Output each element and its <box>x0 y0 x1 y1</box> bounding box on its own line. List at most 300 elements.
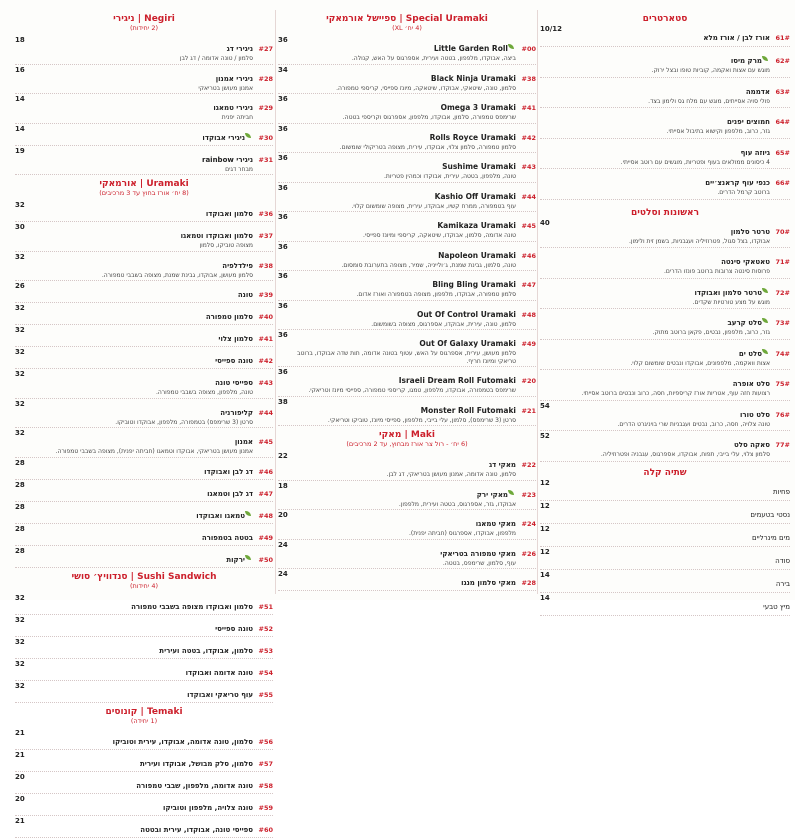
item-name: ספייסי טונה, אבוקדו, עירית ובטטה <box>140 825 253 834</box>
item-description: עוף, סלמון, שרימפס, בטטה. <box>442 559 516 567</box>
item-price: 36 <box>278 272 288 280</box>
item-number: #22 <box>521 461 536 469</box>
item-number: #00 <box>521 45 536 53</box>
item-description: אבוקדו, גזר, אספרגוס, בטטה ועירית, מלפפון. <box>398 500 516 508</box>
menu-item <box>540 139 790 170</box>
menu-item <box>15 615 273 637</box>
item-number: 76# <box>775 410 790 419</box>
item-name: Bling Bling Uramaki <box>432 280 516 289</box>
menu-item <box>15 480 273 502</box>
item-description: סלמון, טונה, שיטאקי, אבוקדו, שיטאקה, מיונז ספייסי, קריספי טמפורה. <box>336 84 516 92</box>
menu-item-line <box>540 402 790 421</box>
item-description: שרימפס בטמפורה, אבוקדו, מלפפון, טמגו, קריספי טמפורה, ספייסי מיונז וטריאקי. <box>308 387 516 394</box>
menu-item <box>540 248 790 279</box>
item-price: 14 <box>540 570 550 579</box>
menu-item-line <box>278 570 536 589</box>
item-price: 14 <box>15 95 25 103</box>
item-price: 36 <box>278 154 288 162</box>
item-number: #53 <box>258 646 273 655</box>
item-price: 32 <box>15 326 25 334</box>
item-name: סלמון, טונה אדומה, אבוקדו, עירית וטוביקו <box>112 737 253 746</box>
menu-item <box>540 169 790 200</box>
item-name: גיוזה עוף <box>740 148 770 157</box>
menu-item-line <box>15 253 273 272</box>
vegan-leaf-icon <box>508 44 514 49</box>
menu-item-line <box>540 548 790 567</box>
item-description: מוגש עם אצות ואקמה, קוביות טופו ובצל ירוק. <box>651 67 770 74</box>
item-name: טאטאקי סינטה <box>721 258 770 266</box>
item-price: 32 <box>15 637 25 646</box>
item-description: גזר, כרוב, מלפפון וקישוא בתיבול אסייתי. <box>666 128 770 135</box>
starters-list <box>540 24 790 200</box>
item-number: #50 <box>258 555 273 564</box>
item-price: 28 <box>15 546 25 555</box>
item-name: Omega 3 Uramaki <box>440 103 516 112</box>
menu-item-line <box>15 773 273 792</box>
menu-item-line <box>540 219 790 238</box>
item-price: 28 <box>15 524 25 533</box>
item-name: פילדלפיה <box>222 261 253 270</box>
menu-item-line <box>540 310 790 329</box>
item-name: Kamikaza Uramaki <box>437 221 516 230</box>
menu-item-line <box>278 95 536 114</box>
item-price: 36 <box>278 183 288 192</box>
item-price: 32 <box>15 593 25 602</box>
item-number: #44 <box>521 192 536 201</box>
menu-item <box>15 772 273 794</box>
item-description: חביתה יפנית <box>221 114 253 121</box>
menu-item-line <box>278 398 536 417</box>
column-divider <box>275 10 276 594</box>
menu-item <box>278 397 536 427</box>
menu-item-line <box>15 682 273 701</box>
menu-item-line <box>278 511 536 530</box>
item-description: שרימפס טמפורה, סלמון, אבוקדו, מלפפון, אספרגוס וקריספי בטטה. <box>342 114 516 121</box>
item-number: #21 <box>521 406 536 415</box>
menu-item-line <box>540 571 790 590</box>
item-price: 12 <box>540 501 550 510</box>
item-price: 28 <box>15 480 25 489</box>
item-number: #39 <box>258 291 273 299</box>
item-description: סרטן (3 שרימפס) בטמפורה, מלפפון, אבוקדו וטוביקו. <box>115 418 253 426</box>
item-name: טונה <box>237 291 253 299</box>
menu-item <box>15 816 273 838</box>
item-number: 64# <box>775 118 790 126</box>
item-description: סלמון, טונה אדומה, אמנון מעושן בטריאקי, דג לבן. <box>386 471 516 478</box>
column-middle <box>278 8 536 596</box>
special-uramaki-title: Special Uramaki | ספיישל אורמאקי <box>326 14 488 24</box>
item-number: #48 <box>521 310 536 319</box>
item-name: חמוצים יפנים <box>727 118 770 126</box>
menu-item-line <box>540 280 790 299</box>
vegan-leaf-icon <box>508 490 514 495</box>
item-name: טונה ספייסי <box>215 624 253 633</box>
menu-item <box>540 593 790 616</box>
item-description: סלמון מעושן, אבוקדו, גבינת שמנת, מצופה בשבבי טמפורה. <box>101 271 253 279</box>
item-price: 26 <box>15 282 25 290</box>
item-price: 21 <box>15 728 25 737</box>
menu-item <box>15 546 273 568</box>
item-name: בטטה בטמפורה <box>201 533 253 542</box>
menu-item-line <box>15 751 273 770</box>
menu-item-line <box>278 302 536 321</box>
item-price: 32 <box>15 659 25 668</box>
maki-list <box>278 451 536 591</box>
vegan-leaf-icon <box>245 133 251 138</box>
menu-item-line <box>15 304 273 323</box>
vegan-leaf-icon <box>762 318 768 323</box>
item-description: סלמון טמפורה, אבוקדו, מלפפון, מצופה בטמפורה ואורז אדום. <box>356 291 516 298</box>
menu-item-line <box>278 541 536 560</box>
item-price: 36 <box>278 95 288 103</box>
item-number: 77# <box>775 441 790 449</box>
item-name: טונה אדומה, מלפפון, שבבי טמפורה <box>136 781 253 790</box>
item-price: 32 <box>15 399 25 408</box>
item-number: #41 <box>258 335 273 343</box>
menu-item <box>15 124 273 146</box>
item-name: אדממה <box>745 87 770 96</box>
item-number: #47 <box>521 281 536 289</box>
menu-item <box>540 78 790 109</box>
item-price: 54 <box>540 401 550 410</box>
item-description: רצועות חזה עוף, אטריות אורז קריספיות, חסה, כרוב ונבטים ברוטב אסייתי. <box>581 390 770 397</box>
item-name: מאקי טמפורה בטריאקי <box>440 549 516 558</box>
menu-item <box>15 502 273 524</box>
item-price: 18 <box>15 36 25 44</box>
menu-item-line <box>15 400 273 419</box>
temaki-subtitle: (1 יחידה) <box>130 716 158 725</box>
item-number: 75# <box>775 380 790 388</box>
menu-item-line <box>278 66 536 85</box>
item-name: ניגירי דג <box>226 45 253 53</box>
menu-item-line <box>278 184 536 203</box>
item-description: אמנון מעושן בטריאקי <box>198 84 253 92</box>
menu-item <box>540 47 790 78</box>
item-name: סלמון ואבוקדו <box>205 210 253 218</box>
menu-item-line <box>540 140 790 159</box>
item-price: 21 <box>15 816 25 825</box>
item-number: 71# <box>775 258 790 266</box>
menu-item-line <box>15 481 273 500</box>
menu-item <box>540 478 790 501</box>
menu-item <box>15 65 273 95</box>
uramaki-subtitle: (8 יח׳ אורז בחוץ עד 3 מרכיבים) <box>99 189 189 197</box>
item-name: Black Ninja Uramaki <box>430 73 516 83</box>
item-number: #51 <box>258 602 273 611</box>
item-description: אמנון מעושן בטריאקי, אבוקדו וטמאגו (חביתה יפנית), מצופה בשבבי טמפורה. <box>55 448 253 455</box>
item-name: מאקי סלמון מנגו <box>461 579 516 587</box>
menu-item-line <box>15 616 273 635</box>
menu-item <box>278 540 536 570</box>
item-price: 36 <box>278 124 288 133</box>
item-name: קליפורניה <box>220 408 253 417</box>
menu-item-line <box>278 368 536 387</box>
item-description: טונה צלויה, חסה, כרוב, נבטים ועגבניות שרי בויניגרט הדרים. <box>617 420 770 428</box>
item-price: 38 <box>278 397 288 406</box>
item-name: פחיות <box>772 487 790 496</box>
item-name: מיץ טבעי <box>763 602 790 611</box>
item-name: כנפי עוף קראנצ׳יים <box>705 179 770 187</box>
item-description: סלמון מעושן, עירית, אספרגוס על האש, עטוף בטונה אדומה, תות שדה אבוקדו, ברוטב טריאקי ומיונז חריף. <box>296 350 516 365</box>
item-number: #29 <box>258 104 273 112</box>
item-description: טונה, מלפפון, בטטה, עירית, אבוקדו וכמהין פטריות. <box>383 173 516 180</box>
menu-item <box>278 330 536 367</box>
menu-item <box>278 569 536 591</box>
item-name: ניגירי אבוקדו <box>202 133 245 142</box>
menu-item-line <box>15 638 273 657</box>
item-description: אבוקדו, בצל סגול, פטרוזיליה ועגבניות, בשמן זית ולימון. <box>628 237 770 245</box>
item-number: #52 <box>258 624 273 633</box>
vegan-leaf-icon <box>762 349 768 354</box>
item-name: טרטר סלמון ואבוקדו <box>694 288 762 297</box>
menu-item <box>278 301 536 331</box>
item-name: טמאגו ואבוקדו <box>196 511 245 520</box>
menu-item-line <box>540 109 790 128</box>
menu-item <box>278 271 536 301</box>
item-price: 32 <box>15 370 25 378</box>
item-price: 21 <box>15 750 25 759</box>
item-price: 18 <box>278 481 288 490</box>
item-description: פולי סויה אסייתים, מוגש עם מלח גס ולימון בצד. <box>648 97 770 105</box>
item-name: ספייסי טונה <box>215 379 253 387</box>
item-number: #24 <box>521 520 536 528</box>
item-number: 74# <box>775 349 790 358</box>
item-description: ביצה, אבוקדו, מלפפון, בטטה ועירית, אספרגוס על האש, קנולה. <box>351 55 516 62</box>
item-price: 30 <box>15 223 25 231</box>
item-price: 40 <box>540 218 550 227</box>
item-price: 32 <box>15 252 25 261</box>
menu-item <box>540 24 790 47</box>
item-price: 10/12 <box>540 25 563 33</box>
menu-item <box>15 794 273 816</box>
item-name: סלמון טמפורה <box>205 313 253 321</box>
item-name: דג לבן וטמאגו <box>207 489 253 498</box>
item-price: 20 <box>278 511 288 519</box>
menu-item <box>540 279 790 310</box>
item-name: סלמון, אבוקדו, בטטה ועירית <box>159 646 253 655</box>
item-name: מאקי טמאגו <box>475 520 516 528</box>
menu-item <box>540 524 790 547</box>
salads-title: ראשונות וסלטים <box>630 207 699 218</box>
item-name: מים מינרליים <box>751 533 790 542</box>
item-number: #31 <box>258 155 273 164</box>
item-description: מצופה טוביקו, סלמון <box>199 242 253 249</box>
item-price: 32 <box>15 304 25 312</box>
starters-title: סטארטרים <box>642 14 688 24</box>
menu-item-line <box>15 817 273 836</box>
item-number: 73# <box>775 319 790 327</box>
item-number: #43 <box>258 379 273 387</box>
drinks-list <box>540 478 790 616</box>
menu-item <box>15 252 273 282</box>
item-name: סלט טורו <box>740 410 770 419</box>
menu-item <box>15 325 273 347</box>
item-name: מאקי דג <box>488 461 516 469</box>
menu-item-line <box>540 479 790 498</box>
menu-item <box>15 222 273 252</box>
menu-item <box>15 659 273 681</box>
item-description: טונה, מלפפון, מצופה בשבבי טמפורה. <box>155 389 253 396</box>
menu-item-line <box>540 170 790 189</box>
item-name: Napoleon Uramaki <box>438 250 516 260</box>
item-description: סלמון טמפורה, סלמון צלוי, אבוקדו, עירית, מצופה בטריקולי שומשום. <box>339 143 516 151</box>
item-price: 52 <box>540 432 550 440</box>
item-name: ניגירי rainbow <box>202 155 253 164</box>
item-price: 28 <box>15 458 25 467</box>
item-number: #37 <box>258 232 273 240</box>
item-price: 32 <box>15 615 25 624</box>
item-number: #20 <box>521 377 536 385</box>
item-number: #56 <box>258 737 273 746</box>
item-price: 36 <box>278 36 288 44</box>
menu-item <box>278 35 536 65</box>
menu-item-line <box>278 125 536 144</box>
item-description: ברוטב קרמל הדרים. <box>717 189 770 196</box>
menu-item <box>15 593 273 615</box>
menu-item <box>278 65 536 95</box>
item-name: Rolls Royce Uramaki <box>429 132 516 142</box>
menu-item-line <box>278 452 536 471</box>
menu-item-line <box>278 213 536 232</box>
menu-item <box>15 281 273 303</box>
item-description: טונה, סלמון, גבינת שמנת, ג׳ולייניה, שמיר, מצופה בתערובת סומסום. <box>341 261 516 269</box>
menu-item <box>15 428 273 458</box>
menu-item <box>540 340 790 371</box>
item-number: #38 <box>521 74 536 83</box>
menu-item <box>15 681 273 703</box>
menu-item <box>540 218 790 249</box>
item-number: #45 <box>258 438 273 446</box>
menu-item <box>540 370 790 401</box>
maki-title: Maki | מאקי <box>378 430 435 440</box>
item-description: עוף בטמפורה, ממרח קשיו, אבוקדו, עירית, מצופה שומשום קלוי. <box>351 202 516 210</box>
item-number: #40 <box>258 313 273 321</box>
item-number: #41 <box>521 104 536 112</box>
item-number: #49 <box>258 533 273 542</box>
menu-item-line <box>15 459 273 478</box>
negiri-subtitle: (2 יחידות) <box>129 24 159 32</box>
item-name: עוף טריאקי ואבוקדו <box>187 690 253 699</box>
negiri-list <box>15 35 273 175</box>
menu-item-line <box>15 525 273 544</box>
menu-item-line <box>15 429 273 448</box>
temaki-list <box>15 728 273 838</box>
item-number: #38 <box>258 261 273 270</box>
item-name: Israeli Dream Roll Futomaki <box>398 376 516 385</box>
menu-item <box>15 524 273 546</box>
menu-item <box>15 303 273 325</box>
menu-item <box>540 431 790 462</box>
vegan-leaf-icon <box>762 56 768 61</box>
item-number: 61# <box>775 34 790 42</box>
item-name: סלמון, סלק מבושל, אבוקדו ועירית <box>140 759 253 768</box>
sushi-sandwich-subtitle: (4 יחידות) <box>129 581 159 590</box>
item-number: #46 <box>521 251 536 260</box>
item-name: סלמון ואבוקדו וטמאגו <box>180 232 253 240</box>
negiri-title: Negiri | ניגירי <box>113 14 175 24</box>
menu-item-line <box>540 48 790 67</box>
item-price: 32 <box>15 681 25 690</box>
menu-item <box>15 94 273 124</box>
special-uramaki-list <box>278 35 536 426</box>
item-description: גזר, כרוב, מלפפון, נבטים, פקאן ברוטב מתוק. <box>652 329 770 336</box>
item-price: 32 <box>15 201 25 209</box>
menu-item-line <box>540 594 790 613</box>
item-number: #55 <box>258 690 273 699</box>
menu-item <box>540 309 790 340</box>
item-number: #48 <box>258 511 273 520</box>
item-description: פרוסות סינטה צרובות ברוטב פונזו הדרים. <box>663 268 770 275</box>
item-price: 19 <box>15 146 25 155</box>
item-name: דג לבן ואבוקדו <box>204 467 253 476</box>
item-number: 66# <box>775 179 790 187</box>
item-price: 12 <box>540 478 550 487</box>
item-price: 20 <box>15 772 25 781</box>
item-name: Monster Roll Futomaki <box>420 405 516 415</box>
uramaki-list <box>15 200 273 568</box>
item-price: 36 <box>278 331 288 339</box>
menu-item <box>278 94 536 124</box>
menu-item <box>15 728 273 750</box>
item-name: אורז לבן / אורז מלא <box>703 34 770 42</box>
menu-item <box>278 367 536 397</box>
menu-item-line <box>15 547 273 566</box>
sushi-sandwich-list <box>15 593 273 703</box>
menu-item-line <box>15 503 273 522</box>
item-description: טונה אדומה, סלמון, אבוקדו, שיטאקה, קריספי ומיונז ספייסי. <box>363 232 516 239</box>
item-price: 22 <box>278 452 288 460</box>
item-description: 4 כיסונים ממולאים בעוף ופטריות, מוגשים עם רוטב אסייתי. <box>620 158 770 166</box>
column-right <box>540 8 790 611</box>
temaki-title: Temaki | קונוסים <box>105 706 183 717</box>
item-number: #28 <box>521 579 536 587</box>
item-description: אצות וואקמה, מלפפונים, אבוקדו ונבטים שומשום קלוי. <box>630 359 770 367</box>
item-number: #45 <box>521 222 536 230</box>
menu-item-line <box>15 348 273 367</box>
item-name: סלמון ואבוקדו מצופה בשבבי טמפורה <box>131 602 253 611</box>
menu-item-line <box>278 331 536 350</box>
item-name: Out Of Control Uramaki <box>416 309 516 319</box>
item-number: #54 <box>258 668 273 677</box>
menu-item-line <box>15 795 273 814</box>
item-number: #27 <box>258 45 273 53</box>
item-name: אמנון <box>234 438 253 446</box>
menu-item-line <box>15 729 273 748</box>
item-number: 65# <box>775 148 790 157</box>
sushi-sandwich-title: Sushi Sandwich | סנדוויץ׳ סושי <box>71 571 217 582</box>
item-number: #28 <box>258 74 273 83</box>
menu-item <box>278 510 536 540</box>
menu-item <box>15 369 273 399</box>
item-number: #57 <box>258 759 273 768</box>
vegan-leaf-icon <box>245 511 251 516</box>
item-name: Sushime Uramaki <box>442 162 516 171</box>
item-name: ירקות <box>226 555 245 564</box>
item-description: סרטן (3 שרימפס), סלמון, עלי בייבי, מלפפון, ספייסי מיונז, טוביקו וטריאקי. <box>327 416 516 424</box>
item-name: מרק מיסו <box>730 57 762 65</box>
item-price: 34 <box>278 65 288 74</box>
item-number: 63# <box>775 87 790 96</box>
menu-item <box>540 108 790 139</box>
item-description: סלמון, טונה, עירית, אבוקדו, אספרגוס, מצופה בשומשום. <box>371 320 516 328</box>
item-name: טונה ספייסי <box>215 357 253 365</box>
menu-item-line <box>15 95 273 114</box>
menu-item-line <box>278 272 536 291</box>
item-name: Kashio Off Uramaki <box>434 191 516 201</box>
item-price: 12 <box>540 524 550 533</box>
menu-item <box>540 570 790 593</box>
menu-item-line <box>540 432 790 451</box>
